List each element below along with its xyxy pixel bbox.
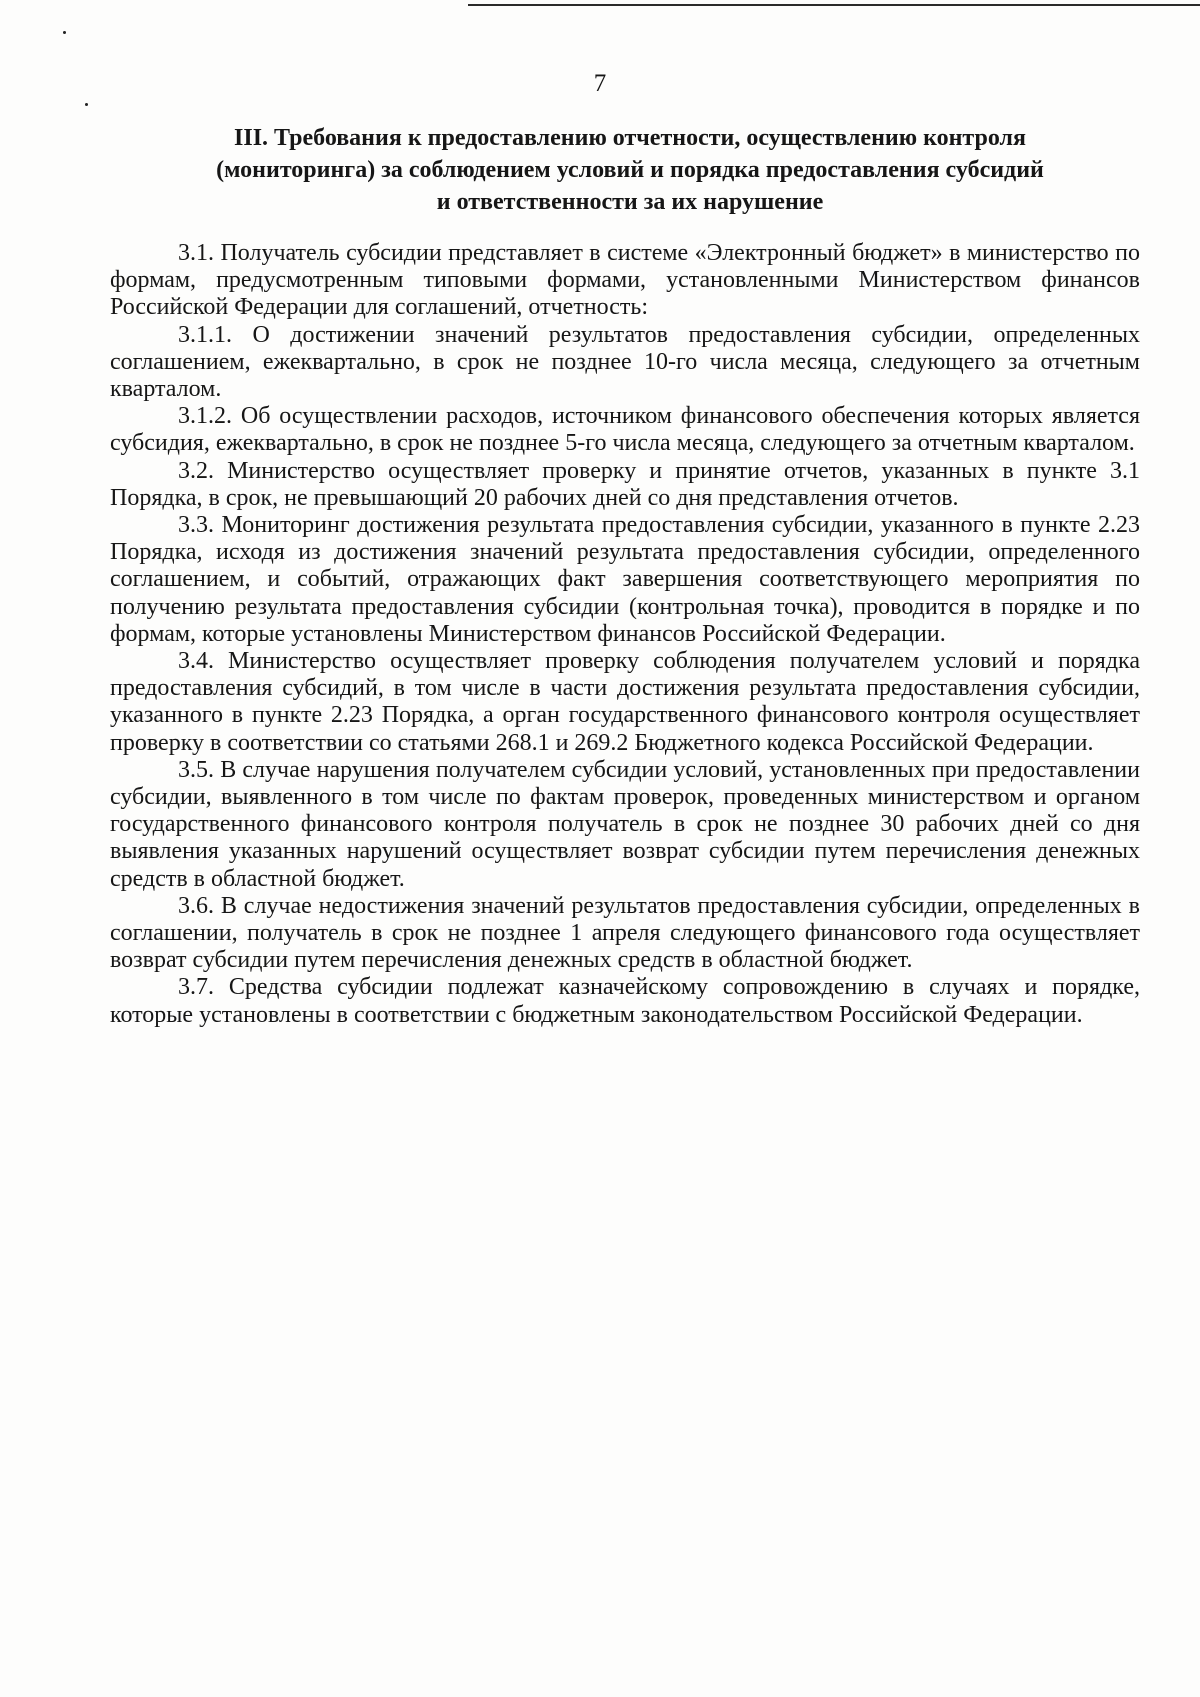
section-heading-line: III. Требования к предоставлению отчетности, осуществлению контроля <box>234 125 1026 151</box>
clause-3-7: 3.7. Средства субсидии подлежат казначейскому сопровождению в случаях и порядке, которые установлены в соответствии с бюджетным законодательством Российской Федерации. <box>110 974 1140 1028</box>
clause-3-2: 3.2. Министерство осуществляет проверку и принятие отчетов, указанных в пункте 3.1 Порядка, в срок, не превышающий 20 рабочих дней со дня представления отчетов. <box>110 457 1140 511</box>
scan-speck <box>85 103 88 106</box>
section-heading <box>130 122 1130 218</box>
document-body <box>110 240 1140 1029</box>
scan-top-edge-line <box>468 4 1200 6</box>
clause-3-1: 3.1. Получатель субсидии представляет в системе «Электронный бюджет» в министерство по формам, предусмотренным типовыми формами, установленными Министерством финансов Российской Федерации для соглашений, отчетность: <box>110 240 1140 321</box>
clause-3-5: 3.5. В случае нарушения получателем субсидии условий, установленных при предоставлении субсидии, выявленного в том числе по фактам проверок, проведенных министерством и органом государственного финансового контроля получатель в срок не позднее 30 рабочих дней со дня выявления указанных нарушений осуществляет возврат субсидии путем перечисления денежных средств в областной бюджет. <box>110 756 1140 892</box>
clause-3-1-2: 3.1.2. Об осуществлении расходов, источником финансового обеспечения которых является субсидия, ежеквартально, в срок не позднее 5-го числа месяца, следующего за отчетным кварталом. <box>110 403 1140 457</box>
clause-3-3: 3.3. Мониторинг достижения результата предоставления субсидии, указанного в пункте 2.23 Порядка, исходя из достижения значений результата предоставления субсидии, определенного соглашением, и событий, отражающих факт завершения соответствующего мероприятия по получению результата предоставления субсидии (контрольная точка), проводится в порядке и по формам, которые установлены Министерством финансов Российской Федерации. <box>110 512 1140 647</box>
clause-3-1-1: 3.1.1. О достижении значений результатов предоставления субсидии, определенных соглашением, ежеквартально, в срок не позднее 10-го числа месяца, следующего за отчетным кварталом. <box>110 321 1140 403</box>
page-number: 7 <box>593 70 607 97</box>
section-heading-line: (мониторинга) за соблюдением условий и порядка предоставления субсидий <box>216 157 1044 183</box>
clause-3-6: 3.6. В случае недостижения значений результатов предоставления субсидии, определенных в соглашении, получатель в срок не позднее 1 апреля следующего финансового года осуществляет возврат субсидии путем перечисления денежных средств в областной бюджет. <box>110 892 1140 974</box>
scan-speck <box>63 31 66 34</box>
section-heading-line: и ответственности за их нарушение <box>436 189 824 215</box>
clause-3-4: 3.4. Министерство осуществляет проверку соблюдения получателем условий и порядка предоставления субсидий, в том числе в части достижения результата предоставления субсидии, указанного в пункте 2.23 Порядка, а орган государственного финансового контроля осуществляет проверку в соответствии со статьями 268.1 и 269.2 Бюджетного кодекса Российской Федерации. <box>110 648 1140 756</box>
